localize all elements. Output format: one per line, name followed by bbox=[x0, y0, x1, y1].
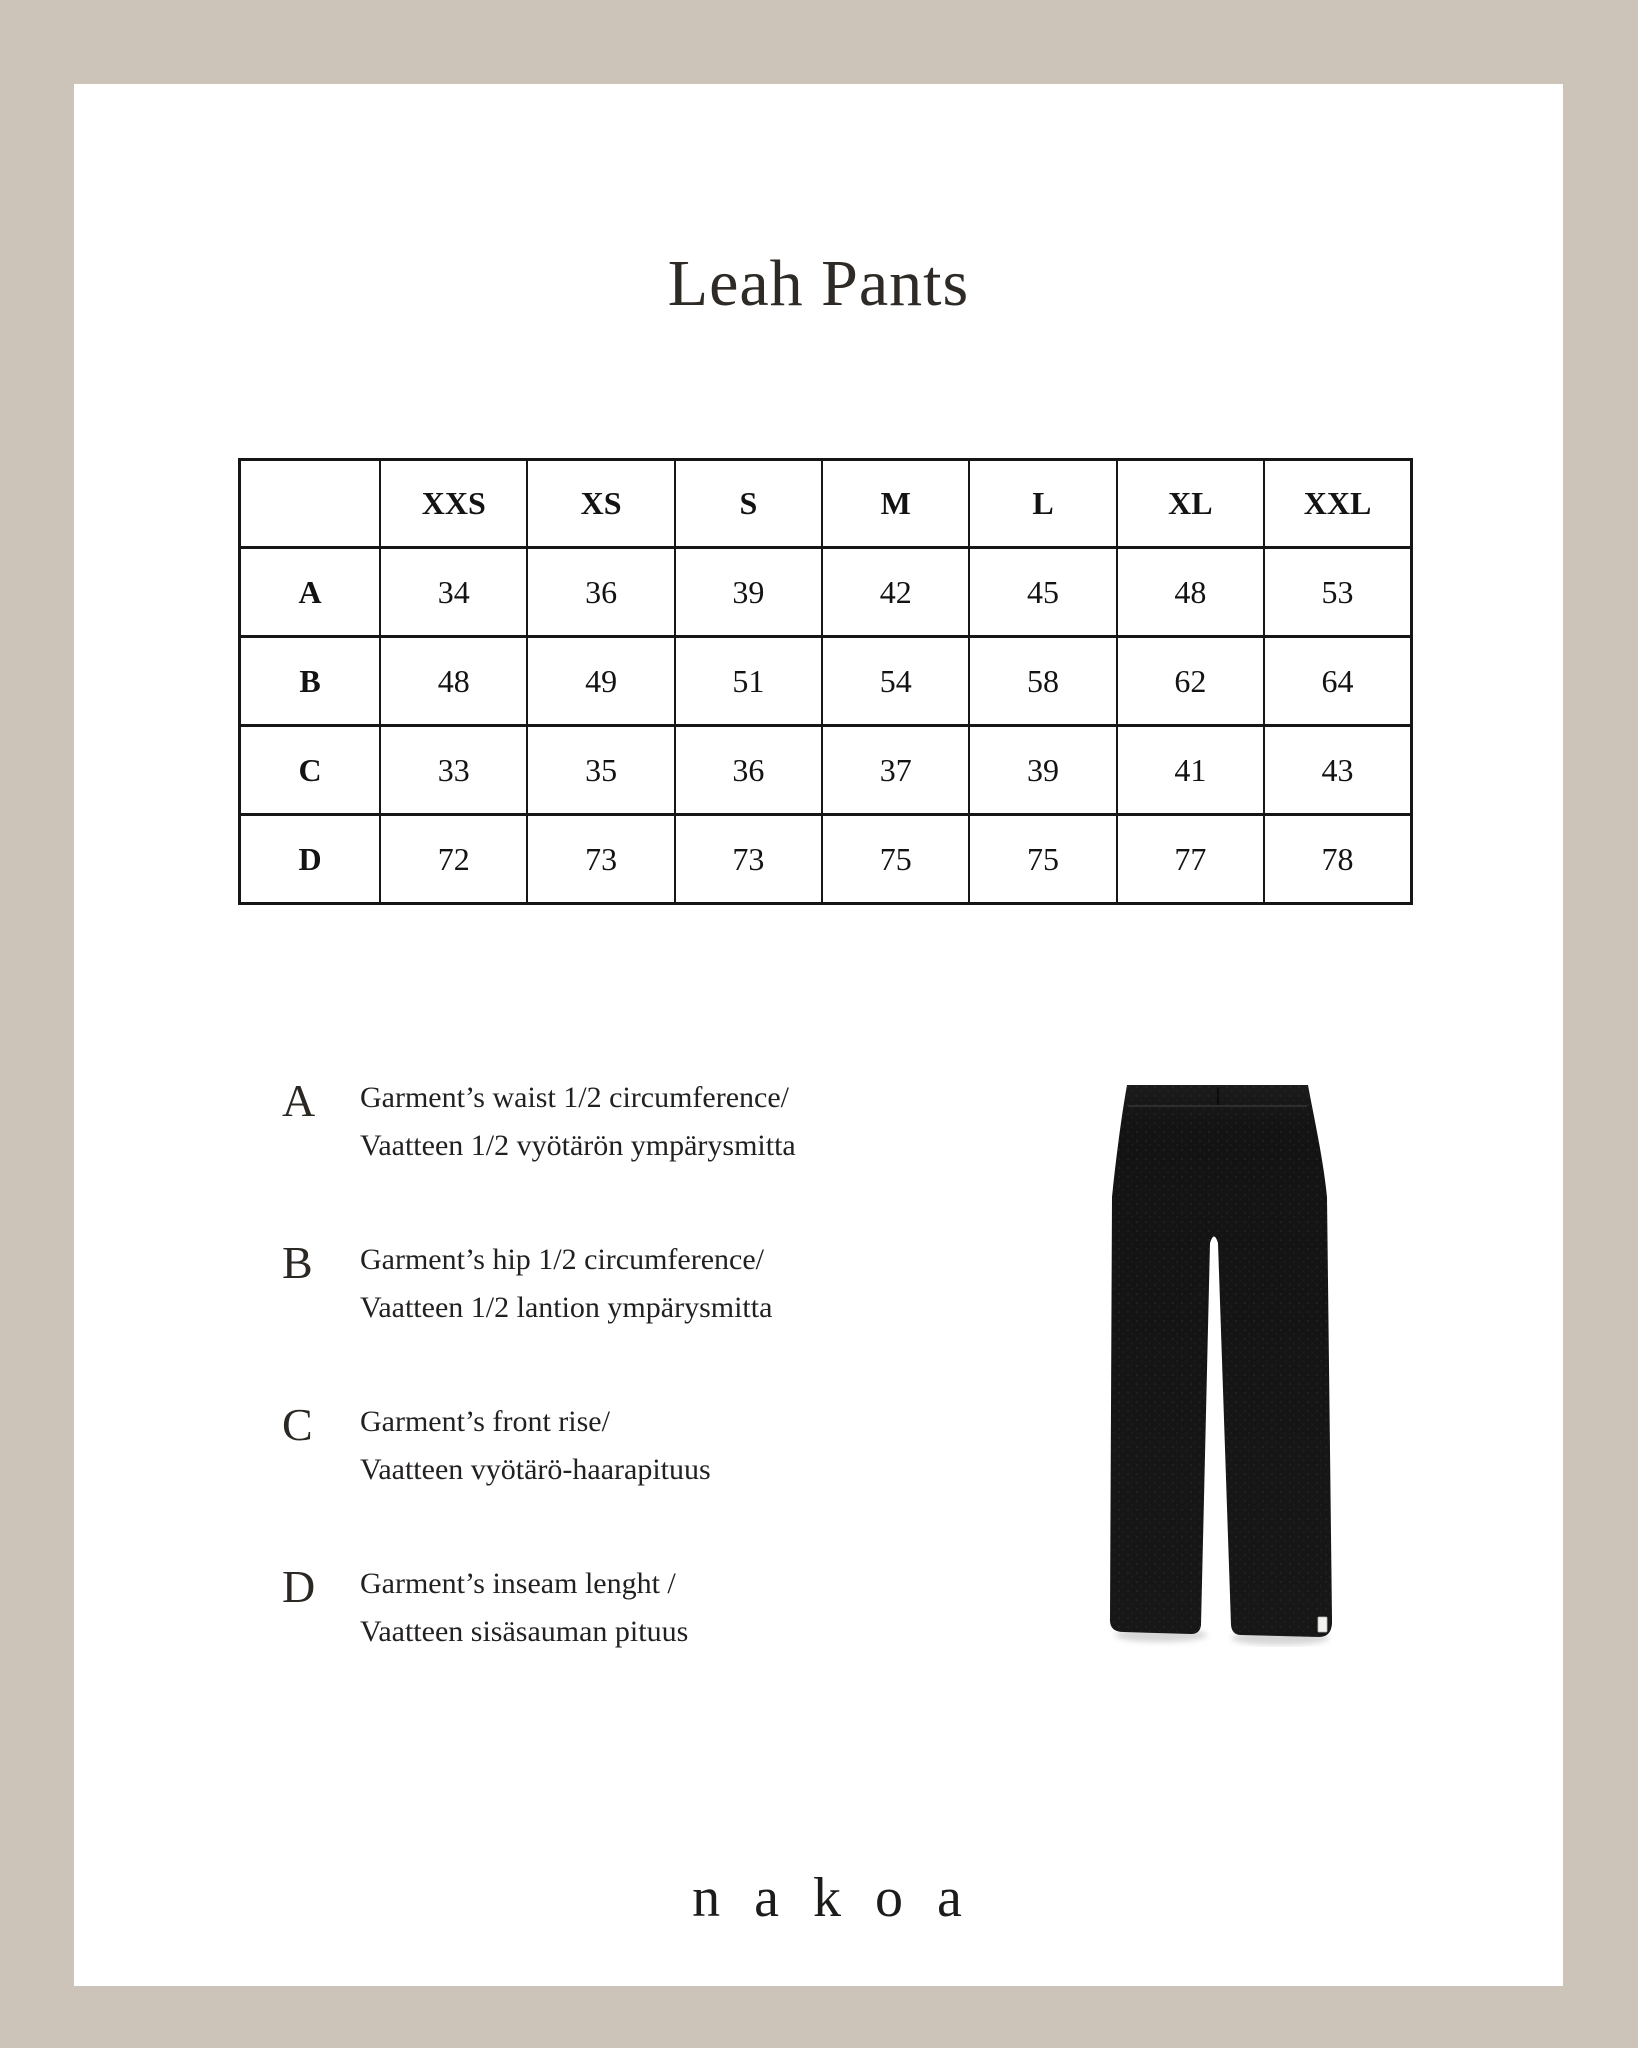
legend-item bbox=[282, 1398, 711, 1494]
legend-letter: B bbox=[282, 1237, 313, 1288]
size-value-cell: 35 bbox=[527, 726, 674, 815]
legend-description bbox=[360, 1074, 796, 1170]
legend-line-fi: Vaatteen sisäsauman pituus bbox=[360, 1615, 689, 1648]
size-value-cell: 36 bbox=[675, 726, 822, 815]
measurement-row-label: D bbox=[240, 815, 381, 904]
legend-letter: D bbox=[282, 1561, 316, 1612]
size-column-header: M bbox=[822, 460, 969, 548]
size-table-row bbox=[240, 815, 1412, 904]
legend-line-fi: Vaatteen 1/2 vyötärön ympärysmitta bbox=[360, 1129, 796, 1162]
size-value-cell: 39 bbox=[675, 548, 822, 637]
size-table-row bbox=[240, 726, 1412, 815]
size-table-header-row bbox=[240, 460, 1412, 548]
legend-description bbox=[360, 1560, 688, 1656]
black-pants-illustration bbox=[1108, 1085, 1332, 1647]
fabric-texture bbox=[1110, 1085, 1332, 1637]
legend-item bbox=[282, 1236, 772, 1332]
size-column-header: S bbox=[675, 460, 822, 548]
size-value-cell: 77 bbox=[1117, 815, 1264, 904]
size-value-cell: 72 bbox=[380, 815, 527, 904]
size-column-header: XXS bbox=[380, 460, 527, 548]
size-value-cell: 34 bbox=[380, 548, 527, 637]
legend-letter: A bbox=[282, 1075, 316, 1126]
size-value-cell: 78 bbox=[1264, 815, 1412, 904]
measurement-legend bbox=[282, 1074, 922, 1754]
size-value-cell: 41 bbox=[1117, 726, 1264, 815]
size-value-cell: 75 bbox=[969, 815, 1116, 904]
page-title: Leah Pants bbox=[667, 247, 970, 320]
product-image bbox=[1108, 1085, 1332, 1647]
hem-tag bbox=[1318, 1617, 1327, 1632]
size-value-cell: 43 bbox=[1264, 726, 1412, 815]
size-value-cell: 53 bbox=[1264, 548, 1412, 637]
size-value-cell: 48 bbox=[1117, 548, 1264, 637]
brand-wordmark: nakoa bbox=[692, 1867, 996, 1929]
size-table-row bbox=[240, 548, 1412, 637]
size-value-cell: 37 bbox=[822, 726, 969, 815]
size-table-row bbox=[240, 637, 1412, 726]
size-value-cell: 54 bbox=[822, 637, 969, 726]
measurement-row-label: C bbox=[240, 726, 381, 815]
size-column-header: L bbox=[969, 460, 1116, 548]
legend-description bbox=[360, 1236, 772, 1332]
size-value-cell: 45 bbox=[969, 548, 1116, 637]
size-value-cell: 73 bbox=[675, 815, 822, 904]
size-column-header: XS bbox=[527, 460, 674, 548]
size-value-cell: 48 bbox=[380, 637, 527, 726]
size-table-body bbox=[240, 548, 1412, 904]
size-value-cell: 73 bbox=[527, 815, 674, 904]
size-column-header: XXL bbox=[1264, 460, 1412, 548]
legend-line-en: Garment’s front rise/ bbox=[360, 1405, 610, 1438]
size-column-header: XL bbox=[1117, 460, 1264, 548]
measurement-row-label: B bbox=[240, 637, 381, 726]
legend-line-en: Garment’s waist 1/2 circumference/ bbox=[360, 1081, 789, 1114]
legend-line-fi: Vaatteen 1/2 lantion ympärysmitta bbox=[360, 1291, 773, 1324]
legend-line-fi: Vaatteen vyötärö-haarapituus bbox=[360, 1453, 711, 1486]
legend-description bbox=[360, 1398, 711, 1494]
legend-line-en: Garment’s inseam lenght / bbox=[360, 1567, 676, 1600]
size-value-cell: 62 bbox=[1117, 637, 1264, 726]
size-value-cell: 49 bbox=[527, 637, 674, 726]
size-value-cell: 51 bbox=[675, 637, 822, 726]
size-value-cell: 39 bbox=[969, 726, 1116, 815]
legend-line-en: Garment’s hip 1/2 circumference/ bbox=[360, 1243, 765, 1276]
size-value-cell: 64 bbox=[1264, 637, 1412, 726]
legend-item bbox=[282, 1560, 688, 1656]
size-table-corner-cell bbox=[240, 460, 381, 548]
legend-letter: C bbox=[282, 1399, 313, 1450]
size-value-cell: 75 bbox=[822, 815, 969, 904]
size-table bbox=[238, 458, 1413, 905]
size-value-cell: 33 bbox=[380, 726, 527, 815]
size-value-cell: 42 bbox=[822, 548, 969, 637]
legend-item bbox=[282, 1074, 796, 1170]
measurement-row-label: A bbox=[240, 548, 381, 637]
size-value-cell: 58 bbox=[969, 637, 1116, 726]
size-value-cell: 36 bbox=[527, 548, 674, 637]
size-guide-page bbox=[74, 84, 1563, 1986]
